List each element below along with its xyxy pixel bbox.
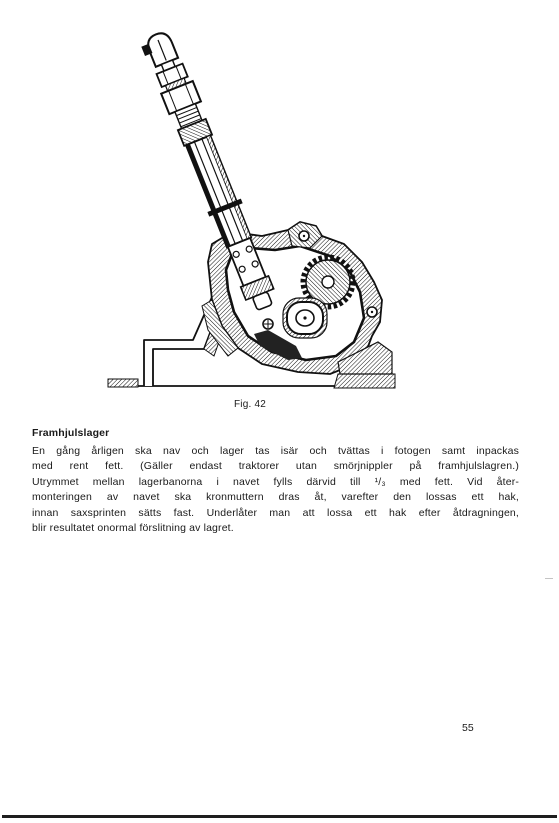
worm-gear [283, 298, 327, 338]
bolt-hole-center [303, 235, 305, 237]
section-heading: Framhjulslager [32, 427, 110, 439]
paragraph-line: monteringen av navet ska kronmuttern dras åt, varefter den lossas ett hak, [32, 491, 519, 504]
base-pad-right [334, 374, 395, 388]
figure-caption: Fig. 42 [234, 399, 266, 410]
gear-hub [322, 276, 334, 288]
paragraph-line: innan saxsprinten sätts fast. Underlåter man att lossa ett hak efter åtdragningen, [32, 506, 519, 519]
base-pad-left [108, 379, 138, 387]
bolt-hole-center [371, 311, 373, 313]
worm-center [303, 316, 306, 319]
page-number: 55 [462, 722, 474, 734]
column-tube [186, 135, 251, 247]
scan-mark [545, 578, 553, 579]
page-bottom-rule [2, 815, 557, 818]
figure-drawing [0, 0, 559, 400]
paragraph-line: Utrymmet mellan lagerbanorna i navet fylls därvid till ¹/₃ med fett. Vid åter- [32, 475, 519, 488]
paragraph-line: blir resultatet onormal förslitning av lagret. [32, 522, 234, 535]
body-paragraph [32, 444, 519, 536]
paragraph-line: En gång årligen ska nav och lager tas isär och tvättas i fotogen samt inpackas [32, 445, 519, 457]
paragraph-line: med rent fett. (Gäller endast traktorer utan smörjnippler på framhjulslagren.) [32, 460, 519, 473]
